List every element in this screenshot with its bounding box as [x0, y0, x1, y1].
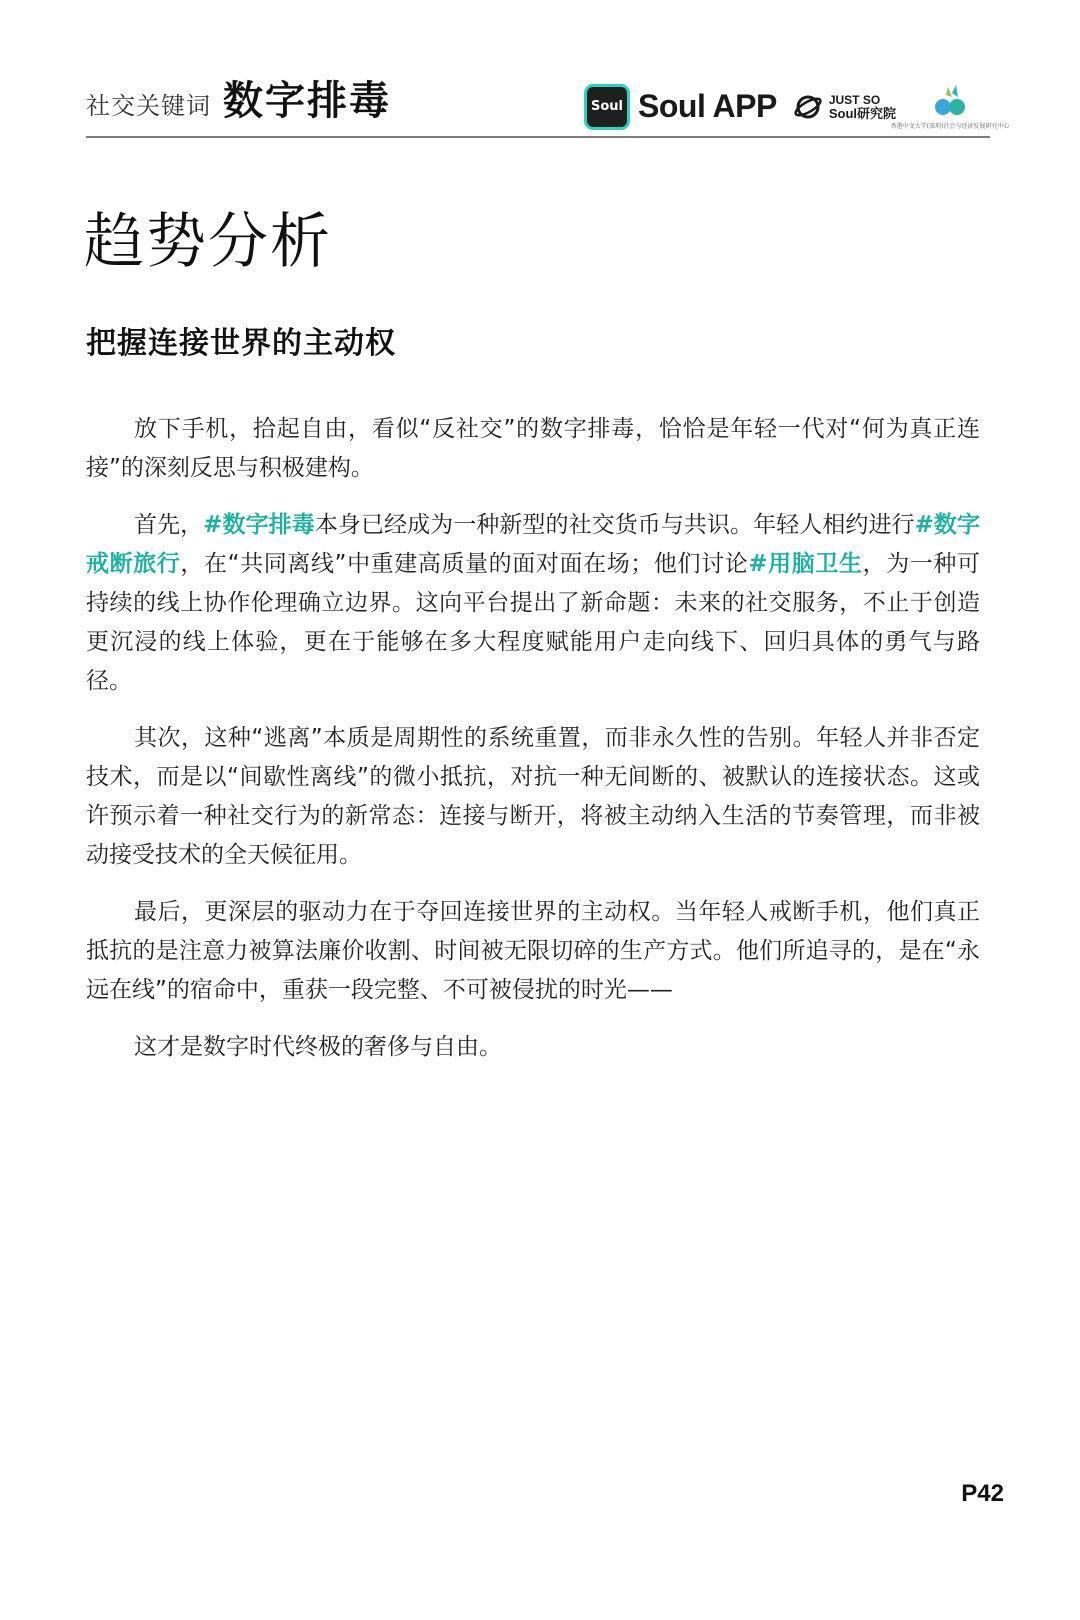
hashtag-brain-hygiene[interactable]: #用脑卫生 — [748, 551, 863, 577]
page-header — [86, 78, 1010, 138]
justso-text — [829, 94, 896, 120]
header-logos — [584, 83, 1010, 130]
paragraph-5: 这才是数字时代终极的奢侈与自由。 — [134, 1034, 502, 1060]
paragraph-2-text-3: ，在“共同离线”中重建高质量的面对面在场；他们讨论 — [180, 551, 749, 577]
paragraph-1: 放下手机，拾起自由，看似“反社交”的数字排毒，恰恰是年轻一代对“何为真正连接”的深刻反思与积极建构。 — [86, 416, 980, 481]
subsection-title: 把握连接世界的主动权 — [86, 326, 396, 361]
research-center-logo — [890, 83, 1010, 130]
soul-app-wordmark: Soul APP — [638, 88, 777, 124]
page-number: P42 — [961, 1480, 1004, 1507]
soul-badge-text: Soul — [590, 99, 623, 114]
paragraph-2 — [86, 506, 980, 701]
paragraph-2-text-2: 本身已经成为一种新型的社交货币与共识。年轻人相约进行 — [314, 512, 915, 538]
hashtag-digital-detox[interactable]: #数字排毒 — [203, 512, 315, 538]
soul-logo-icon — [584, 84, 630, 130]
header-title: 数字排毒 — [223, 78, 391, 124]
header-left — [86, 69, 391, 126]
hashtag-digital-detox-travel[interactable]: #数字戒断旅行 — [86, 512, 981, 577]
body-text — [86, 410, 980, 1085]
header-subtitle: 社交关键词 — [86, 92, 211, 120]
research-center-caption: 香港中文大学(深圳)社会与经济发展研究中心 — [890, 123, 1010, 130]
justso-line2: Soul研究院 — [828, 105, 896, 121]
paragraph-3: 其次，这种“逃离”本质是周期性的系统重置，而非永久性的告别。年轻人并非否定技术，而是以“间歇性离线”的微小抵抗，对抗一种无间断的、被默认的连接状态。这或许预示着一种社交行为的新常态：连接与断开，将被主动纳入生活的节奏管理，而非被动接受技术的全天候征用。 — [86, 725, 980, 868]
justso-line1: JUST SO — [828, 92, 881, 107]
paragraph-4: 最后，更深层的驱动力在于夺回连接世界的主动权。当年轻人戒断手机，他们真正抵抗的是注意力被算法廉价收割、时间被无限切碎的生产方式。他们所追寻的，是在“永远在线”的宿命中，重获一段完整、不可被侵扰的时光—— — [86, 899, 980, 1003]
justso-orbit-icon — [793, 92, 823, 122]
research-center-emblem-icon — [930, 83, 970, 123]
section-title: 趋势分析 — [84, 207, 332, 277]
justso-logo — [793, 92, 896, 122]
paragraph-2-text-1: 首先， — [134, 512, 204, 538]
paragraph-2-text-4: ，为一种可持续的线上协作伦理确立边界。这向平台提出了新命题：未来的社交服务，不止于创造更沉浸的线上体验，更在于能够在多大程度赋能用户走向线下、回归具体的勇气与路径。 — [86, 551, 981, 694]
